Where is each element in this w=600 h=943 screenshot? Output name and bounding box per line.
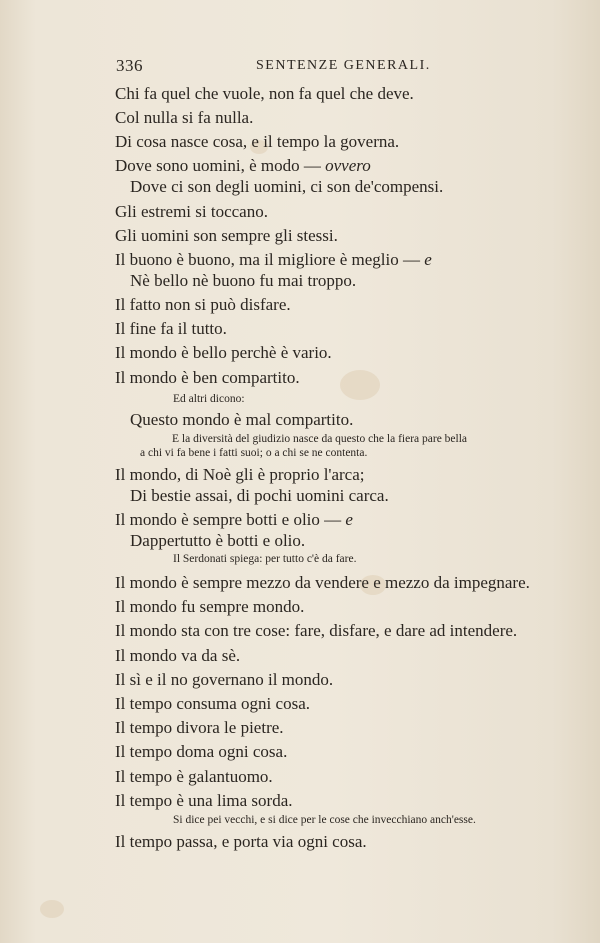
proverb-line: Il buono è buono, ma il migliore è meglio — e — [115, 250, 432, 269]
proverb-line: Col nulla si fa nulla. — [115, 108, 254, 127]
proverb-line: Il fatto non si può disfare. — [115, 295, 291, 314]
proverb-line: Il tempo consuma ogni cosa. — [115, 694, 310, 713]
proverb-variant-line: Questo mondo è mal compartito. — [130, 410, 354, 429]
commentary-note: E la diversità del giudizio nasce da questo che la fiera pare bella — [172, 433, 468, 445]
proverb-variant-line: Dappertutto è botti e olio. — [130, 531, 306, 550]
proverb-line: Chi fa quel che vuole, non fa quel che deve. — [115, 84, 414, 103]
proverb-line: Il tempo è galantuomo. — [115, 767, 273, 786]
proverb-variant-line: Di bestie assai, di pochi uomini carca. — [130, 486, 389, 505]
proverb-line: Il mondo fu sempre mondo. — [115, 597, 305, 616]
proverb-line: Dove sono uomini, è modo — ovvero — [115, 156, 371, 175]
proverb-variant-line: Nè bello nè buono fu mai troppo. — [130, 271, 357, 290]
proverb-line: Il mondo è sempre botti e olio — e — [115, 510, 353, 529]
proverb-line: Il mondo, di Noè gli è proprio l'arca; — [115, 465, 365, 484]
page-number: 336 — [116, 56, 143, 75]
page-header — [116, 56, 546, 80]
proverb-line: Di cosa nasce cosa, e il tempo la governa. — [115, 132, 400, 151]
commentary-note: a chi vi fa bene i fatti suoi; o a chi se ne contenta. — [140, 447, 368, 459]
proverb-variant-line: Dove ci son degli uomini, ci son de'compensi. — [130, 177, 444, 196]
proverb-line: Il sì e il no governano il mondo. — [115, 670, 334, 689]
commentary-note: Ed altri dicono: — [173, 393, 245, 405]
commentary-note: Il Serdonati spiega: per tutto c'è da fare. — [173, 553, 357, 565]
proverb-line: Il tempo passa, e porta via ogni cosa. — [115, 832, 367, 851]
proverb-line: Il tempo è una lima sorda. — [115, 791, 293, 810]
proverb-line: Il mondo va da sè. — [115, 646, 241, 665]
commentary-note: Si dice pei vecchi, e si dice per le cose che invecchiano anch'esse. — [173, 814, 476, 826]
proverb-line: Il tempo doma ogni cosa. — [115, 742, 288, 761]
proverb-line: Il mondo è sempre mezzo da vendere e mezzo da impegnare. — [115, 573, 530, 592]
paper-stain — [340, 370, 380, 400]
proverb-line: Il mondo è bello perchè è vario. — [115, 343, 332, 362]
proverb-line: Il mondo è ben compartito. — [115, 368, 300, 387]
paper-stain — [40, 900, 64, 918]
proverb-line: Il fine fa il tutto. — [115, 319, 227, 338]
proverb-line: Il mondo sta con tre cose: fare, disfare, e dare ad intendere. — [115, 621, 518, 640]
proverb-line: Gli uomini son sempre gli stessi. — [115, 226, 338, 245]
running-head: SENTENZE GENERALI. — [256, 58, 431, 73]
proverb-line: Il tempo divora le pietre. — [115, 718, 284, 737]
proverb-line: Gli estremi si toccano. — [115, 202, 268, 221]
